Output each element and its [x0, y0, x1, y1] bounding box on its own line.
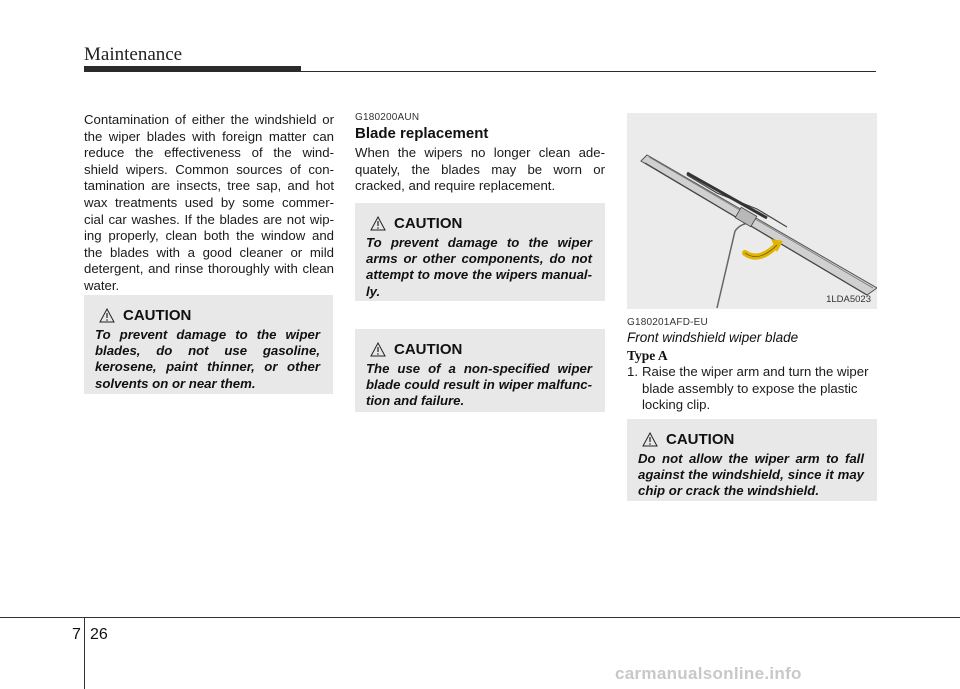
- header-bar: [84, 66, 301, 72]
- warning-triangle-icon: [99, 308, 115, 323]
- caution-text: To prevent damage to the wiper blades, do not use gasoline, kerosene, paint thinner, or other solvents on or near them.: [95, 327, 320, 391]
- middle-caution-box-2: [355, 329, 605, 412]
- warning-triangle-icon: [370, 342, 386, 357]
- type-label: Type A: [627, 348, 668, 363]
- right-caution-box: [627, 419, 877, 501]
- warning-triangle-icon: [370, 216, 386, 231]
- left-paragraph: Contamination of either the windshield or the wiper blades with foreign matter can reduce the effectiveness of the wind- shield wipers. Common sources of con- tamination are insects, tree sap, and hot wax treatments used by some commer- cial car washes. If the blades are not wip- ing properly, clean both the window and the blades with a good cleaner or mild detergent, and rinse thoroughly with clean water.: [84, 112, 334, 293]
- subsection-heading: Front windshield wiper blade: [627, 330, 799, 345]
- footer-rule: [0, 617, 960, 618]
- wiper-figure: [627, 113, 877, 309]
- subsection-code: G180201AFD-EU: [627, 317, 708, 328]
- middle-paragraph: When the wipers no longer clean ade- quately, the blades may be worn or cracked, and require replacement.: [355, 145, 605, 194]
- left-caution-box: [84, 295, 333, 394]
- caution-text: The use of a non-specified wiper blade could result in wiper malfunc- tion and failure.: [366, 361, 592, 409]
- section-code: G180200AUN: [355, 112, 420, 123]
- chapter-number: 7: [72, 626, 81, 643]
- watermark: carmanualsonline.info: [615, 664, 802, 683]
- caution-text: To prevent damage to the wiper arms or other components, do not attempt to move the wipers manual- ly.: [366, 235, 592, 299]
- caution-title: CAUTION: [123, 306, 192, 324]
- caution-text: Do not allow the wiper arm to fall against the windshield, since it may chip or crack the windshield.: [638, 451, 864, 499]
- footer-divider: [84, 617, 85, 689]
- figure-code: 1LDA5023: [826, 294, 871, 305]
- caution-title: CAUTION: [666, 430, 735, 448]
- header-title: Maintenance: [84, 44, 183, 65]
- section-heading: Blade replacement: [355, 125, 489, 142]
- header-rule: [301, 71, 876, 72]
- list-number: 1.: [627, 364, 638, 379]
- warning-triangle-icon: [642, 432, 658, 447]
- caution-title: CAUTION: [394, 340, 463, 358]
- wiper-blade-illustration: [627, 113, 877, 309]
- list-item-text: Raise the wiper arm and turn the wiper blade assembly to expose the plastic locking clip.: [642, 364, 869, 413]
- middle-caution-box-1: [355, 203, 605, 301]
- page-number: 26: [90, 626, 108, 643]
- caution-title: CAUTION: [394, 214, 463, 232]
